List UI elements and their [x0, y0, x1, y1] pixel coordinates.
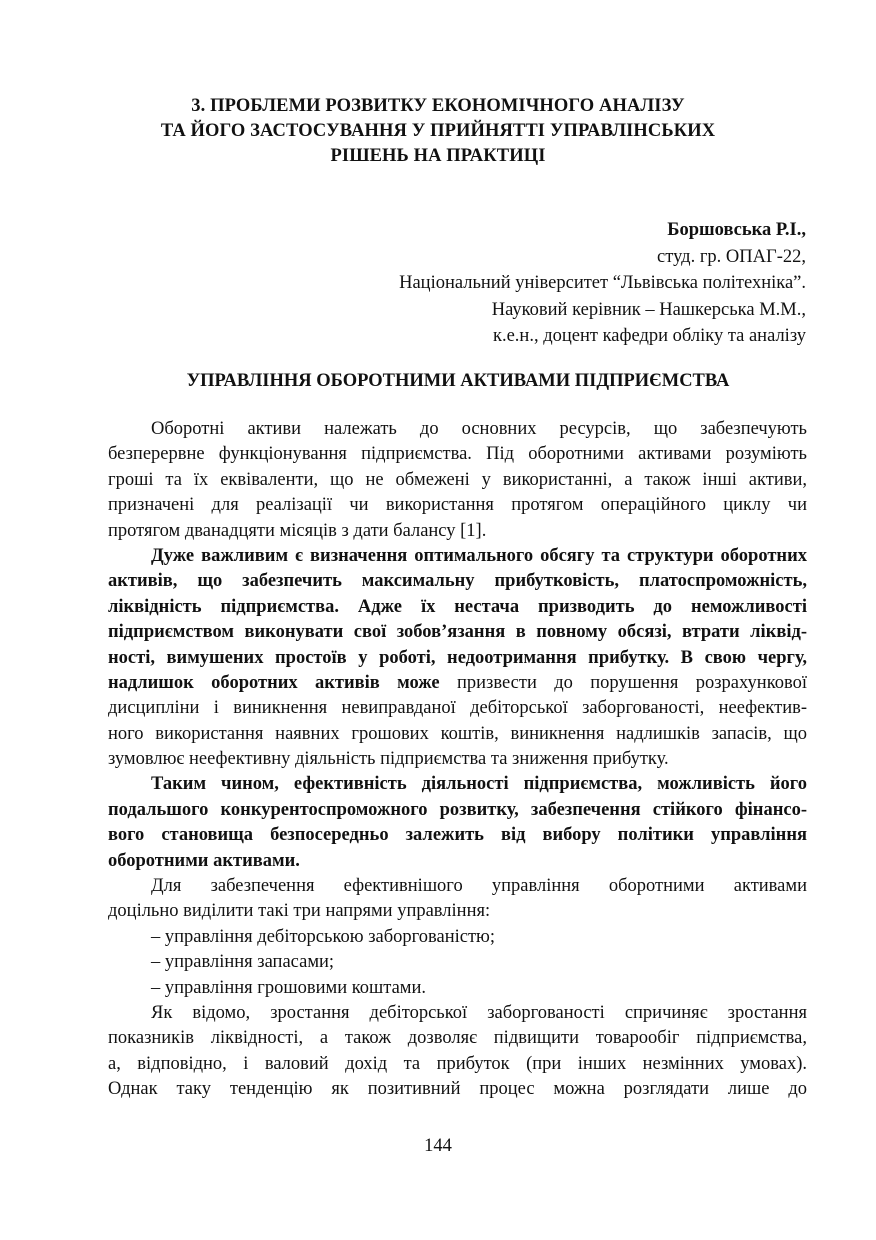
- text-line: ного використання наявних грошових коштів, виникнення надлишків запасів, що: [108, 723, 807, 744]
- text-line: Дуже важливим є визначення оптимального обсягу та структури оборотних: [151, 545, 807, 566]
- text-line: безперервне функціонування підприємства. Під оборотними активами розуміють: [108, 444, 807, 465]
- section-title-line: РІШЕНЬ НА ПРАКТИЦІ: [330, 146, 546, 166]
- author-block: [399, 217, 806, 350]
- paragraph-4: [108, 874, 807, 925]
- text-line: протягом дванадцяти місяців з дати балансу [1].: [108, 520, 487, 541]
- text-line: дисципліни і виникнення невиправданої дебіторської заборгованості, неефектив-: [108, 698, 807, 719]
- text-line: подальшого конкурентоспроможного розвитку, забезпечення стійкого фінансо-: [108, 799, 807, 820]
- regular-fragment: призвести до порушення розрахункової: [439, 672, 807, 693]
- author-name: Боршовська Р.І.,: [667, 220, 806, 240]
- text-line: активів, що забезпечить максимальну прибутковість, платоспроможність,: [108, 571, 807, 592]
- text-line-mixed: [108, 671, 807, 696]
- section-title-line: ТА ЙОГО ЗАСТОСУВАННЯ У ПРИЙНЯТТІ УПРАВЛІНСЬКИХ: [160, 121, 716, 141]
- article-body: [108, 417, 807, 1103]
- paragraph-2: [108, 544, 807, 773]
- text-line: зумовлює неефективну діяльність підприємства та зниження прибутку.: [108, 749, 669, 770]
- paragraph-3: [108, 772, 807, 874]
- list-item: – управління запасами;: [151, 952, 335, 973]
- text-line: Однак таку тенденцію як позитивний процес можна розглядати лише до: [108, 1079, 807, 1100]
- paragraph-1: [108, 417, 807, 544]
- text-line: доцільно виділити такі три напрями управління:: [108, 901, 491, 922]
- text-line: оборотними активами.: [108, 850, 300, 871]
- bold-fragment: надлишок оборотних активів може: [108, 672, 440, 693]
- supervisor-title: к.е.н., доцент кафедри обліку та аналізу: [492, 326, 806, 346]
- text-line: ності, вимушених простоїв у роботі, недоотримання прибутку. В свою чергу,: [108, 647, 807, 668]
- supervisor: Науковий керівник – Нашкерська М.М.,: [491, 299, 806, 320]
- author-group: студ. гр. ОПАГ-22,: [657, 246, 806, 267]
- management-directions-list: [108, 925, 807, 1001]
- text-line: Таким чином, ефективність діяльності підприємства, можливість його: [151, 774, 807, 795]
- text-line: вого становища безпосередньо залежить від вибору політики управління: [108, 825, 807, 846]
- text-line: а, відповідно, і валовий дохід та прибуток (при інших незмінних умовах).: [108, 1053, 807, 1074]
- text-line: ліквідність підприємства. Адже їх нестача призводить до неможливості: [108, 596, 807, 617]
- list-item: – управління грошовими коштами.: [151, 977, 427, 998]
- list-item: – управління дебіторською заборгованістю;: [151, 926, 496, 947]
- article-title: УПРАВЛІННЯ ОБОРОТНИМИ АКТИВАМИ ПІДПРИЄМСТВА: [186, 371, 730, 391]
- author-university: Національний університет “Львівська політехніка”.: [399, 273, 806, 293]
- text-line: призначені для реалізації чи використання протягом операційного циклу чи: [108, 495, 807, 516]
- text-line: показників ліквідності, а також дозволяє підвищити товарообіг підприємства,: [108, 1028, 807, 1049]
- text-line: підприємством виконувати свої зобов’язання в повному обсязі, втрати ліквід-: [108, 622, 807, 643]
- text-line: Для забезпечення ефективнішого управління оборотними активами: [151, 876, 807, 897]
- section-title-line: 3. ПРОБЛЕМИ РОЗВИТКУ ЕКОНОМІЧНОГО АНАЛІЗУ: [191, 96, 685, 116]
- text-line: Оборотні активи належать до основних ресурсів, що забезпечують: [151, 419, 807, 439]
- section-title: [100, 94, 776, 169]
- paragraph-5: [108, 1001, 807, 1103]
- page-number: 144: [424, 1136, 452, 1156]
- text-line: гроші та їх еквіваленти, що не обмежені у використанні, а також інші активи,: [108, 469, 807, 490]
- text-line: Як відомо, зростання дебіторської заборгованості спричиняє зростання: [151, 1002, 807, 1023]
